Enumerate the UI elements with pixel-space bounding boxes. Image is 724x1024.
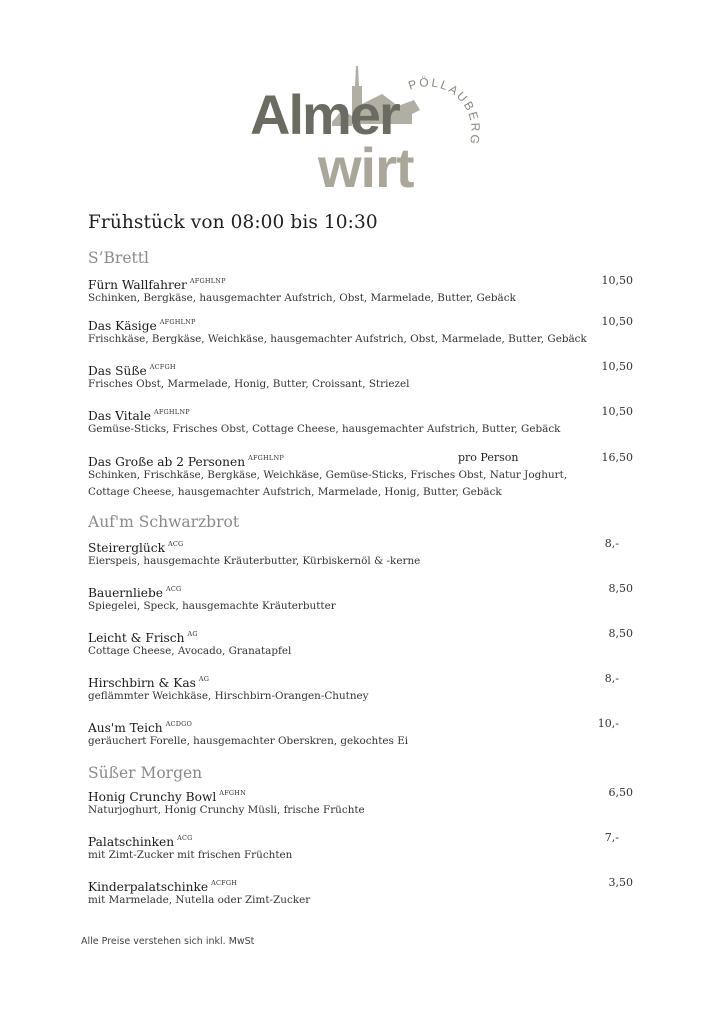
menu-item-price: 6,50 (608, 786, 633, 799)
menu-item (88, 358, 633, 393)
allergen-codes: ACG (165, 585, 182, 593)
menu-item-name: Kinderpalatschinke (88, 880, 209, 894)
section-title: Süßer Morgen (88, 764, 203, 782)
allergen-codes: AFGHLNP (248, 454, 284, 462)
menu-item-description: Gemüse-Sticks, Frisches Obst, Cottage Cheese, hausgemachter Aufstrich, Butter, Gebäck (88, 423, 561, 435)
menu-item-name: Das Vitale (88, 409, 151, 423)
menu-item-name-line (88, 784, 633, 802)
menu-item (88, 670, 633, 705)
menu-item-price: 10,50 (601, 360, 633, 373)
menu-item (88, 535, 633, 570)
menu-item (88, 403, 633, 438)
allergen-codes: ACDGO (165, 720, 193, 728)
menu-item-description: Spiegelei, Speck, hausgemachte Kräuterbutter (88, 600, 336, 612)
menu-item-description: geräuchert Forelle, hausgemachter Oberskren, gekochtes Ei (88, 735, 409, 747)
menu-item-name-line (88, 829, 633, 847)
menu-item-price: 10,- (597, 717, 619, 730)
logo-arc-text: PÖLLAUBERG (406, 75, 483, 148)
menu-item-price: 10,50 (601, 405, 633, 418)
menu-item-price: 8,- (604, 672, 619, 685)
menu-item-name-line (88, 449, 633, 467)
menu-item-name-line (88, 625, 633, 643)
logo-word-almer: Almer (250, 83, 399, 146)
menu-item (88, 829, 633, 864)
allergen-codes: ACFGH (149, 363, 176, 371)
menu-item (88, 715, 633, 750)
menu-item-description: Naturjoghurt, Honig Crunchy Müsli, frische Früchte (88, 804, 365, 816)
logo (248, 60, 488, 195)
allergen-codes: ACFGH (211, 879, 238, 887)
allergen-codes: AG (198, 675, 210, 683)
menu-item-name-line (88, 403, 633, 421)
page-title: Frühstück von 08:00 bis 10:30 (88, 212, 378, 233)
price-note: pro Person (458, 451, 519, 464)
menu-item-name-line (88, 272, 633, 290)
menu-item-description: Cottage Cheese, hausgemachter Aufstrich, Marmelade, Honig, Butter, Gebäck (88, 486, 502, 498)
menu-item-name-line (88, 874, 633, 892)
menu-item-description: Frischkäse, Bergkäse, Weichkäse, hausgemachter Aufstrich, Obst, Marmelade, Butter, Gebäck (88, 333, 587, 345)
menu-item-name: Fürn Wallfahrer (88, 278, 187, 292)
menu-item-name: Hirschbirn & Kas (88, 676, 196, 690)
footer-note: Alle Preise verstehen sich inkl. MwSt (81, 936, 255, 947)
menu-item-name-line (88, 670, 633, 688)
menu-item-name: Steirerglück (88, 541, 165, 555)
menu-item-description: geflämmter Weichkäse, Hirschbirn-Orangen-Chutney (88, 690, 369, 702)
menu-item-name: Das Süße (88, 364, 147, 378)
menu-item-name: Aus'm Teich (88, 721, 163, 735)
menu-item (88, 874, 633, 909)
menu-item-name: Bauernliebe (88, 586, 163, 600)
menu-item-price: 10,50 (601, 274, 633, 287)
menu-item-description: Frisches Obst, Marmelade, Honig, Butter, Croissant, Striezel (88, 378, 410, 390)
menu-item (88, 449, 633, 501)
menu-item-name-line (88, 715, 633, 733)
menu-item-name-line (88, 580, 633, 598)
logo-word-wirt: wirt (318, 136, 414, 195)
menu-item-price: 8,- (604, 537, 619, 550)
menu-item-description: Cottage Cheese, Avocado, Granatapfel (88, 645, 292, 657)
menu-item-name-line (88, 358, 633, 376)
menu-item (88, 625, 633, 660)
menu-item-name-line (88, 535, 633, 553)
menu-item-price: 8,50 (608, 627, 633, 640)
allergen-codes: ACG (177, 834, 193, 842)
menu-item-name: Honig Crunchy Bowl (88, 790, 217, 804)
menu-item-name: Leicht & Frisch (88, 631, 185, 645)
menu-item-price: 7,- (604, 831, 619, 844)
section-title: Auf'm Schwarzbrot (88, 513, 240, 531)
menu-item (88, 580, 633, 615)
menu-item-description: Eierspeis, hausgemachte Kräuterbutter, Kürbiskernöl & -kerne (88, 555, 421, 567)
section-title: S’Brettl (88, 249, 149, 267)
menu-item-description: Schinken, Bergkäse, hausgemachter Aufstrich, Obst, Marmelade, Butter, Gebäck (88, 292, 516, 304)
menu-item-price: 8,50 (608, 582, 633, 595)
allergen-codes: AFGHLNP (153, 408, 190, 416)
menu-item-name: Das Käsige (88, 319, 157, 333)
menu-item-price: 10,50 (601, 315, 633, 328)
menu-item-description: Schinken, Frischkäse, Bergkäse, Weichkäse, Gemüse-Sticks, Frisches Obst, Natur Joghurt, (88, 469, 568, 481)
menu-item-price: 3,50 (608, 876, 633, 889)
menu-item-description: mit Marmelade, Nutella oder Zimt-Zucker (88, 894, 311, 906)
allergen-codes: AFGHLNP (159, 318, 196, 326)
menu-item (88, 272, 633, 307)
menu-item (88, 313, 633, 348)
menu-item-price: 16,50 (601, 451, 633, 464)
allergen-codes: AG (187, 630, 198, 638)
menu-item-name: Das Große ab 2 Personen (88, 455, 246, 469)
allergen-codes: AFGHLNP (189, 277, 226, 285)
allergen-codes: AFGHN (219, 789, 247, 797)
allergen-codes: ACG (167, 540, 184, 548)
menu-item-name-line (88, 313, 633, 331)
menu-item (88, 784, 633, 819)
menu-item-description: mit Zimt-Zucker mit frischen Früchten (88, 849, 293, 861)
menu-item-name: Palatschinken (88, 835, 175, 849)
